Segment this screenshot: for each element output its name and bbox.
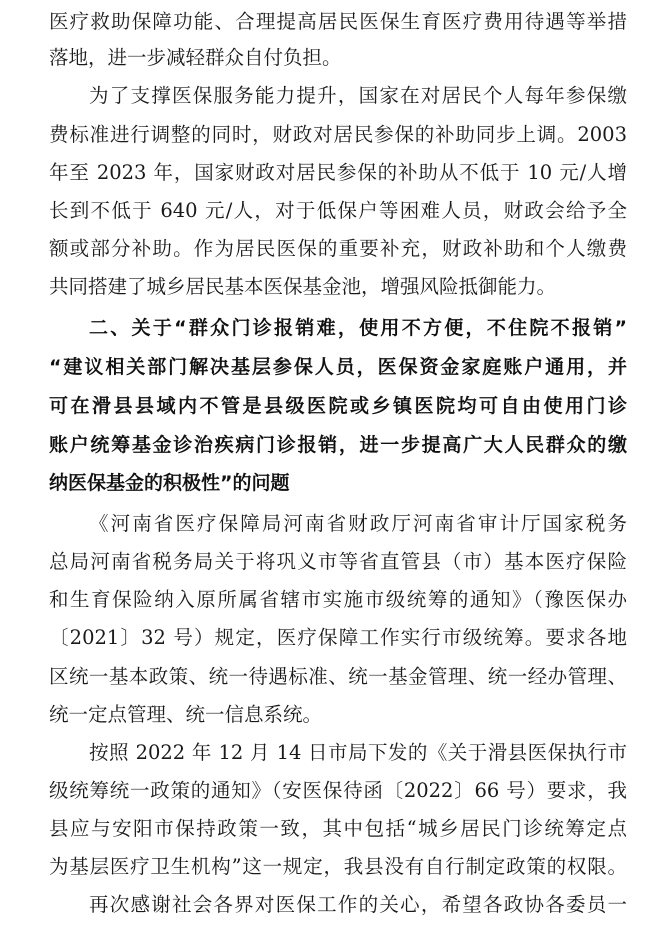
text-line: 再次感谢社会各界对医保工作的关心，希望各政协各委员一 <box>89 893 627 916</box>
section-heading-line: “建议相关部门解决基层参保人员，医保资金家庭账户通用，并 <box>49 355 627 378</box>
text-line: 按照 2022 年 12 月 14 日市局下发的《关于滑县医保执行市 <box>89 740 627 764</box>
text-line: 额或部分补助。作为居民医保的重要补充，财政补助和个人缴费 <box>49 236 627 260</box>
text-line: 区统一基本政策、统一待遇标准、统一基金管理、统一经办管理、 <box>49 664 627 688</box>
section-heading-line: 二、关于“群众门诊报销难，使用不方便，不住院不报销” <box>89 316 627 339</box>
text-line: 总局河南省税务局关于将巩义市等省直管县（市）基本医疗保险 <box>49 550 627 574</box>
text-line: 县应与安阳市保持政策一致，其中包括“城乡居民门诊统筹定点 <box>49 816 627 840</box>
text-line: 级统筹统一政策的通知》（安医保待函〔2022〕66 号）要求，我 <box>49 778 627 802</box>
text-line: 统一定点管理、统一信息系统。 <box>49 702 323 726</box>
text-line: 共同搭建了城乡居民基本医保基金池，增强风险抵御能力。 <box>49 274 557 298</box>
text-line: 年至 2023 年，国家财政对居民参保的补助从不低于 10 元/人增 <box>49 160 627 184</box>
text-line: 和生育保险纳入原所属省辖市实施市级统筹的通知》（豫医保办 <box>49 588 627 612</box>
text-line: 医疗救助保障功能、合理提高居民医保生育医疗费用待遇等举措 <box>49 10 627 33</box>
text-line: 长到不低于 640 元/人，对于低保户等困难人员，财政会给予全 <box>49 198 627 222</box>
text-line: 为了支撑医保服务能力提升，国家在对居民个人每年参保缴 <box>89 84 627 108</box>
text-line: 〔2021〕32 号）规定，医疗保障工作实行市级统筹。要求各地 <box>49 626 627 650</box>
section-heading-line: 可在滑县县域内不管是县级医院或乡镇医院均可自由使用门诊 <box>49 394 627 417</box>
text-line: 落地，进一步减轻群众自付负担。 <box>49 46 342 70</box>
text-line: 费标准进行调整的同时，财政对居民参保的补助同步上调。2003 <box>49 122 627 146</box>
text-line: 《河南省医疗保障局河南省财政厅河南省审计厅国家税务 <box>89 512 627 536</box>
section-heading-line: 纳医保基金的积极性”的问题 <box>49 472 290 495</box>
text-line: 为基层医疗卫生机构”这一规定，我县没有自行制定政策的权限。 <box>49 854 627 878</box>
section-heading-line: 账户统筹基金诊治疾病门诊报销，进一步提高广大人民群众的缴 <box>49 433 627 456</box>
